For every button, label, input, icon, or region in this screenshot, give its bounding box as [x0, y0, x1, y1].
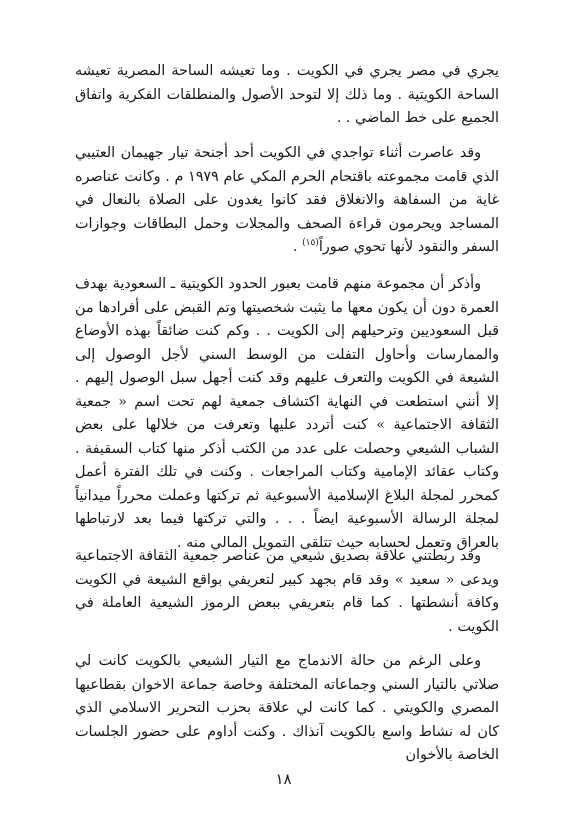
- paragraph-2: [75, 142, 499, 260]
- paragraph-3: [75, 273, 499, 555]
- paragraph-2-body: [75, 142, 499, 260]
- page-number: ١٨: [275, 770, 292, 788]
- paragraph-2-text: وقد عاصرت أثناء تواجدي في الكويت أحد أجنحة تيار جهيمان العتيبي الذي قامت مجموعته باقتحام الحرم المكي عام ١٩٧٩ م . وكانت عناصره غاية من السفاهة والانغلاق فقد كانوا يغدون على الصلاة بالنعال في المساجد ويحرمون قراءة الصحف والمجلات وحمل البطاقات وجوازات السفر والنقود لأنها تحوي صوراً: [75, 145, 499, 255]
- footnote-reference[interactable]: (١٥): [302, 238, 319, 249]
- paragraph-4-text: وقد ربطتني علاقة بصديق شيعي من عناصر جمعية الثقافة الاجتماعية ويدعى « سعيد » وقد قام بجهد كبير لتعريفي بواقع الشيعة في الكويت وكافة أنشطتها . كما قام بتعريفي ببعض الرموز الشيعية العاملة في الكويت .: [75, 548, 499, 635]
- paragraph-4: [75, 545, 499, 639]
- paragraph-5: [75, 650, 499, 768]
- paragraph-1-text: يجري في مصر يجري في الكويت . وما تعيشه الساحة المصرية تعيشه الساحة الكويتية . وما ذلك إلا لتوحد الأصول والمنطلقات الفكرية واتفاق الجميع على خط الماضي . .: [75, 63, 499, 126]
- paragraph-5-text: وعلى الرغم من حالة الاندماج مع التيار الشيعي بالكويت كانت لي صلاتي بالتيار السني وجماعاته المختلفة وخاصة جماعة الاخوان بقطاعيها المصري والكويتي . كما كانت لي علاقة بحزب التحرير الاسلامي الذي كان له نشاط واسع بالكويت آنذاك . وكنت أداوم على حضور الجلسات الخاصة بالأخوان: [75, 653, 499, 763]
- paragraph-1: [75, 60, 499, 131]
- paragraph-2-end: .: [293, 239, 303, 255]
- paragraph-3-text: وأذكر أن مجموعة منهم قامت بعبور الحدود الكويتية ـ السعودية بهدف العمرة دون أن يكون معها ما يثبت شخصيتها وتم القبض على أفرادها من قبل السعوديين وترحيلهم إلى الكويت . . وكم كنت ضائقاً بهذه الأوضاع والممارسات وأحاول التفلت من الوسط السني لأجل الوصول إلى الشيعة في الكويت والتعرف عليهم وقد كنت أجهل سبل الوصول إليهم . إلا أنني استطعت في النهاية اكتشاف جمعية لهم تحت اسم « جمعية الثقافة الاجتماعية » كنت أتردد عليها وتعرفت من خلالها على بعض الشباب الشيعي وحصلت على عدد من الكتب أذكر منها كتاب السقيفة . وكتاب عقائد الإمامية وكتاب المراجعات . وكنت في تلك الفترة أعمل كمحرر لمجلة البلاغ الإسلامية الأسبوعية ثم تركتها وعملت محرراً ميدانياً لمجلة الرسالة الأسبوعية ايضاً . . . والتي تركتها فيما بعد لارتباطها بالعراق وتعمل لحسابه حيث تتلقى التمويل المالي منه .: [75, 276, 499, 551]
